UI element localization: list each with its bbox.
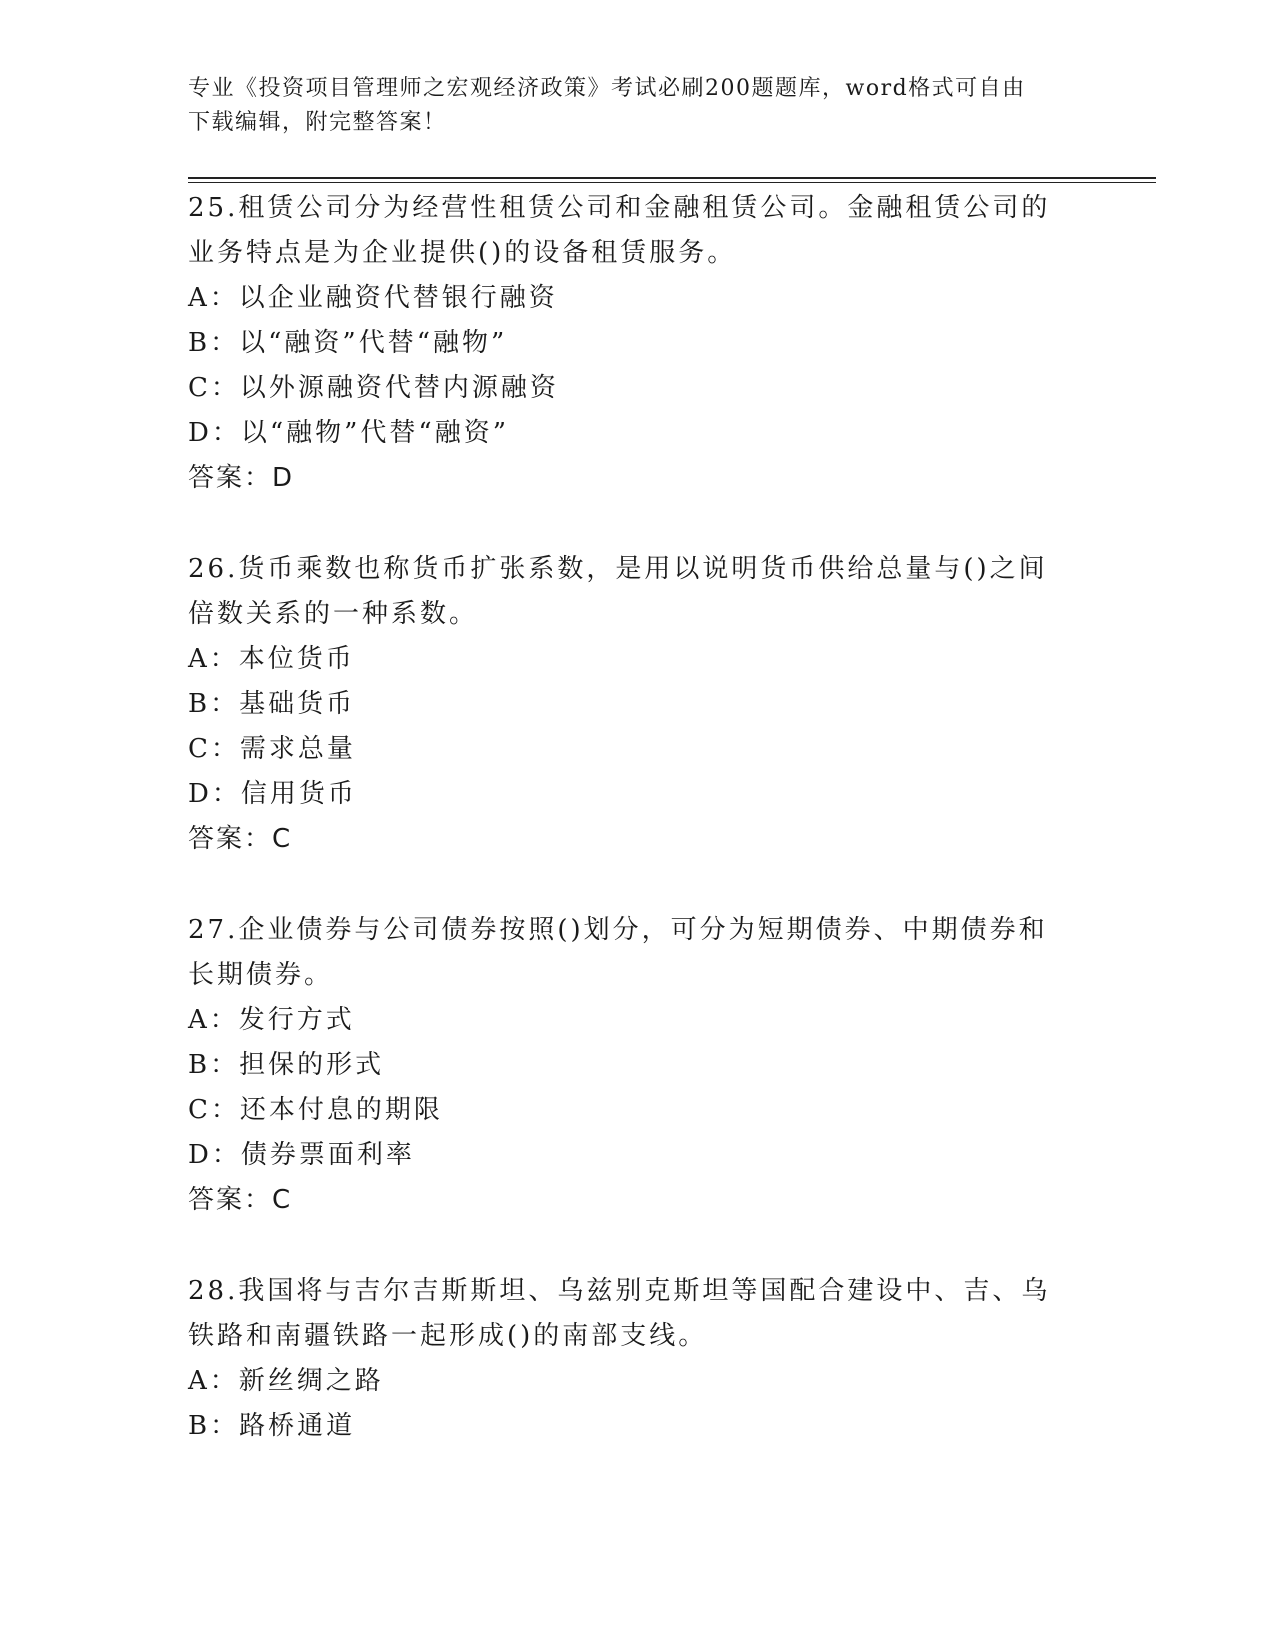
option-b: B：担保的形式: [188, 1050, 385, 1080]
option-b: B：以“融资”代替“融物”: [188, 328, 508, 358]
header-divider-thick: [188, 177, 1156, 179]
answer-line: 答案：C: [188, 1185, 293, 1215]
header-divider-thin: [188, 182, 1156, 183]
option-d: D：信用货币: [188, 779, 357, 809]
question-stem: 26.货币乘数也称货币扩张系数，是用以说明货币供给总量与()之间倍数关系的一种系数。: [188, 554, 1048, 629]
answer-line: 答案：C: [188, 824, 293, 854]
option-d: D：债券票面利率: [188, 1140, 415, 1170]
option-c: C：以外源融资代替内源融资: [188, 373, 559, 403]
option-a: A：以企业融资代替银行融资: [188, 283, 558, 313]
question-stem: 27.企业债券与公司债券按照()划分，可分为短期债券、中期债券和长期债券。: [188, 915, 1048, 990]
question-list: [188, 186, 1068, 1495]
question-28: [188, 1269, 1068, 1449]
answer-line: 答案：D: [188, 463, 295, 493]
question-stem: 28.我国将与吉尔吉斯斯坦、乌兹别克斯坦等国配合建设中、吉、乌铁路和南疆铁路一起形成()的南部支线。: [188, 1276, 1051, 1351]
option-d: D：以“融物”代替“融资”: [188, 418, 510, 448]
option-c: C：需求总量: [188, 734, 356, 764]
question-25: [188, 186, 1068, 501]
option-a: A：新丝绸之路: [188, 1366, 384, 1396]
header-line-2: 下载编辑，附完整答案！: [188, 110, 447, 135]
document-header: [188, 72, 1068, 140]
question-27: [188, 908, 1068, 1223]
header-line-1: 专业《投资项目管理师之宏观经济政策》考试必刷200题题库，word格式可自由: [188, 76, 1026, 101]
question-stem: 25.租赁公司分为经营性租赁公司和金融租赁公司。金融租赁公司的业务特点是为企业提供()的设备租赁服务。: [188, 193, 1051, 268]
option-b: B：路桥通道: [188, 1411, 356, 1441]
option-b: B：基础货币: [188, 689, 356, 719]
option-a: A：本位货币: [188, 644, 355, 674]
option-c: C：还本付息的期限: [188, 1095, 443, 1125]
question-26: [188, 547, 1068, 862]
option-a: A：发行方式: [188, 1005, 355, 1035]
